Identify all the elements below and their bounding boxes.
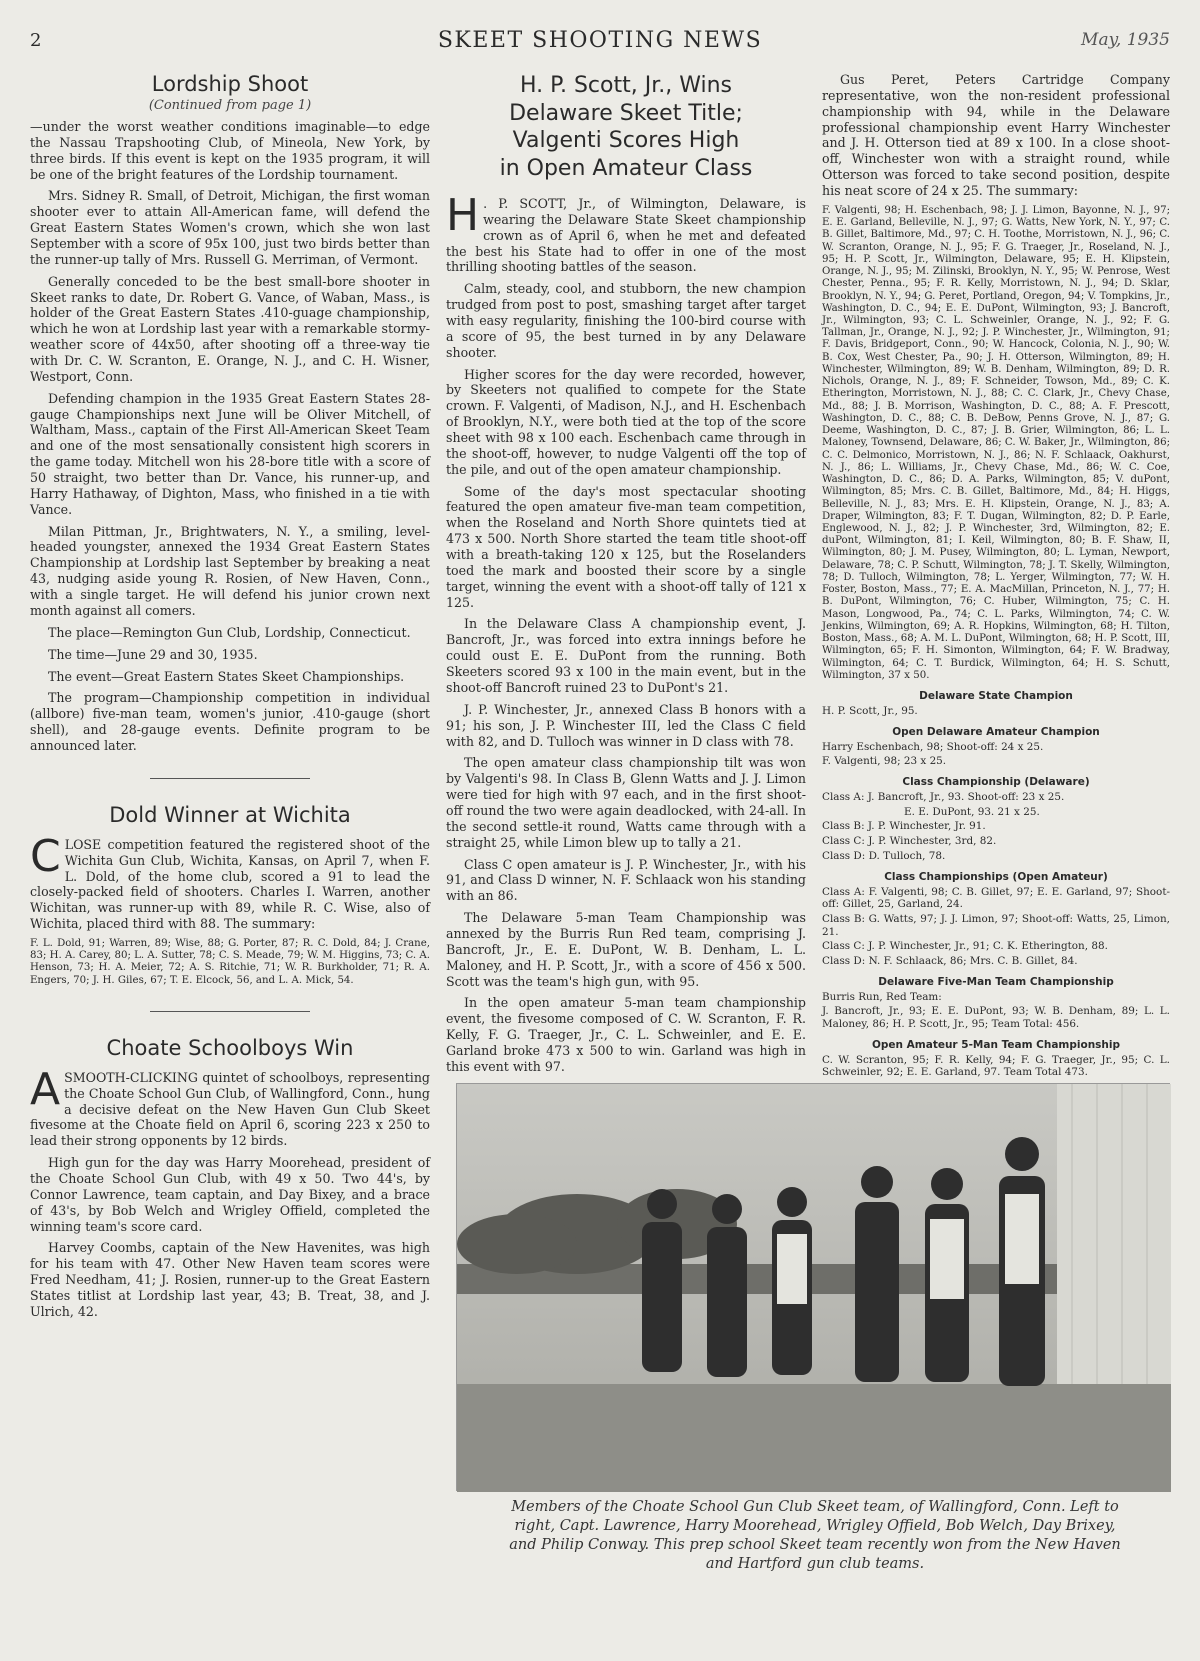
lead-text: LOSE competition featured the registered shoot of the Wichita Gun Club, Wichita, Kansas, on April 7, when F. L. Dold, of the home club, scored a 91 to lead the closely-packed field of shooters. Charles I. Warren, another Wichitan, was runner-up with 89, while R. C. Wise, also of Wichita, placed third with 88. The summary: <box>30 836 430 932</box>
paragraph: Defending champion in the 1935 Great Eastern States 28-gauge Championships next June will be Oliver Mitchell, of Waltham, Mass., captain of the First All-American Skeet Team and one of the most sensationally consistent high scorers in the game today. Mitchell won his 28-bore title with a score of 50 straight, two better than Dr. Vance, his runner-up, and Harry Hathaway, of Dighton, Mass, who finished in a tie with Vance. <box>30 390 430 517</box>
divider <box>150 1011 310 1012</box>
paragraph: Class C open amateur is J. P. Winchester, Jr., with his 91, and Class D winner, N. F. Schlaack won his standing with an 86. <box>446 856 806 904</box>
paragraph: High gun for the day was Harry Moorehead, president of the Choate School Gun Club, with 49 x 50. Two 44's, by Connor Lawrence, team captain, and Day Bixey, and a brace of 43's, by Bob Welch and Wrigley Offield, completed the winning team's score card. <box>30 1155 430 1234</box>
paragraph: Gus Peret, Peters Cartridge Company representative, won the non-resident professional championship with 94, while in the Delaware professional championship event Harry Winchester and J. H. Otterson tied at 89 x 100. In a close shoot-off, Winchester won with a straight round, while Otterson was forced to take second position, despite his neat score of 24 x 25. The summary: <box>822 72 1170 199</box>
paragraph: The open amateur class championship tilt was won by Valgenti's 98. In Class B, Glenn Watts and J. J. Limon were tied for high with 97 each, and in the first shoot-off round the two were again deadlocked, with 24-all. In the second settle-it round, Watts came through with a straight 25, while Limon blew up to tally a 21. <box>446 755 806 850</box>
result-title: Open Delaware Amateur Champion <box>892 725 1100 738</box>
paragraph: In the open amateur 5-man team championship event, the fivesome composed of C. W. Scranton, F. R. Kelly, F. G. Traeger, Jr., C. L. Schweinler, and E. E. Garland broke 473 x 500 to win. Garland was high in this event with 97. <box>446 995 806 1074</box>
result-line: Burris Run, Red Team: <box>822 990 942 1003</box>
caption-line: right, Capt. Lawrence, Harry Moorehead, Wrigley Offield, Bob Welch, Day Brixey, <box>514 1517 1116 1534</box>
headline-line: in Open Amateur Class <box>499 155 753 181</box>
result-line: E. E. DuPont, 93. 21 x 25. <box>904 805 1040 818</box>
paragraph: The program—Championship competition in individual (allbore) five-man team, women's junior, .410-gauge (short shell), and 28-gauge events. Definite program to be announced later. <box>30 690 430 753</box>
summary: F. L. Dold, 91; Warren, 89; Wise, 88; G. Porter, 87; R. C. Dold, 84; J. Crane, 83; H. A. Carey, 80; L. A. Sutter, 78; C. S. Meade, 79; W. M. Higgins, 73; C. A. Henson, 73; H. A. Meier, 72; A. S. Ritchie, 71; W. R. Burkholder, 71; R. A. Engers, 70; J. H. Giles, 67; T. E. Elcock, 56, and L. A. Mick, 54. <box>30 937 430 986</box>
masthead: SKEET SHOOTING NEWS <box>437 28 763 53</box>
paragraph: Higher scores for the day were recorded, however, by Skeeters not qualified to compete for the State crown. F. Valgenti, of Madison, N.J., and H. Eschenbach of Brooklyn, N.Y., were both tied at the top of the score sheet with 98 x 100 each. Eschenbach came through in the shoot-off, however, to nudge Valgenti off the top of the pile, and out of the open amateur championship. <box>446 366 806 477</box>
result-title: Class Championships (Open Amateur) <box>884 870 1108 883</box>
paragraph: Calm, steady, cool, and stubborn, the new champion trudged from post to post, smashing target after target with easy regularity, finishing the 100-bird course with a score of 95, the best turned in by any Delaware shooter. <box>446 281 806 360</box>
result-title: Delaware Five-Man Team Championship <box>878 975 1114 988</box>
team-photo-illustration <box>457 1084 1171 1492</box>
lead-text: SMOOTH-CLICKING quintet of schoolboys, representing the Choate School Gun Club, of Wallingford, Conn., hung a decisive defeat on the New Haven Gun Club Skeet fivesome at the Choate field on April 6, scoring 223 x 250 to lead their strong opponents by 12 birds. <box>30 1069 430 1149</box>
dold-article <box>30 803 430 987</box>
scott-headline <box>446 72 806 182</box>
result-line: Class C: J. P. Winchester, Jr., 91; C. K. Etherington, 88. <box>822 940 1108 953</box>
caption-line: and Hartford gun club teams. <box>705 1555 925 1572</box>
headline-line: H. P. Scott, Jr., Wins <box>519 73 732 98</box>
result-line: Class C: J. P. Winchester, 3rd, 82. <box>822 835 997 848</box>
result-title: Delaware State Champion <box>919 690 1073 703</box>
result-line: Class B: G. Watts, 97; J. J. Limon, 97; Shoot-off: Watts, 25, Limon, 21. <box>822 912 1170 938</box>
caption-line: Members of the Choate School Gun Club Skeet team, of Wallingford, Conn. Left to <box>511 1499 1119 1515</box>
lordship-headline: Lordship Shoot <box>151 72 309 96</box>
drop-cap: C <box>30 830 61 882</box>
paragraph: In the Delaware Class A championship event, J. Bancroft, Jr., was forced into extra innings before he could oust E. E. DuPont from the running. Both Skeeters scored 93 x 100 in the main event, but in the shoot-off Bancroft ruined 23 to DuPont's 21. <box>446 616 806 695</box>
result-line: Class A: J. Bancroft, Jr., 93. Shoot-off: 23 x 25. <box>822 791 1065 804</box>
paragraph <box>30 830 430 932</box>
page-header <box>30 26 1170 62</box>
drop-cap: H <box>446 190 480 241</box>
paragraph: The place—Remington Gun Club, Lordship, Connecticut. <box>48 624 411 640</box>
paragraph: The event—Great Eastern States Skeet Championships. <box>48 668 405 684</box>
result-line: Class D: N. F. Schlaack, 86; Mrs. C. B. Gillet, 84. <box>822 954 1078 967</box>
caption-line: and Philip Conway. This prep school Skeet team recently won from the New Haven <box>509 1536 1121 1553</box>
issue-date: May, 1935 <box>1081 30 1170 50</box>
result-line: Class A: F. Valgenti, 98; C. B. Gillet, 97; E. E. Garland, 97; Shoot-off: Gillet, 25, Garland, 24. <box>822 885 1170 911</box>
page-number: 2 <box>30 30 42 51</box>
paragraph: Harvey Coombs, captain of the New Havenites, was high for his team with 47. Other New Haven team scores were Fred Needham, 41; J. Rosien, runner-up to the Great Eastern States titlist at Lordship last year, 43; B. Treat, 38, and J. Ulrich, 42. <box>30 1240 430 1319</box>
lead-text: . P. SCOTT, Jr., of Wilmington, Delaware, is wearing the Delaware State Skeet championship crown as of April 6, when he met and defeated the best his State had to offer in one of the most thrilling shooting battles of the season. <box>446 196 806 275</box>
middle-column <box>446 72 806 1072</box>
result-line: C. W. Scranton, 95; F. R. Kelly, 94; F. G. Traeger, Jr., 95; C. L. Schweinler, 92; E. E. Garland, 97. Team Total 473. <box>822 1053 1170 1079</box>
paragraph: The Delaware 5-man Team Championship was annexed by the Burris Run Red team, comprising J. Bancroft, Jr., E. E. DuPont, W. B. Denham, L. L. Maloney, and H. P. Scott, Jr., with a score of 456 x 500. Scott was the team's high gun, with 95. <box>446 910 806 989</box>
summary: F. Valgenti, 98; H. Eschenbach, 98; J. J. Limon, Bayonne, N. J., 97; E. E. Garland, Belleville, N. J., 97; G. Watts, New York, N. Y., 97; C. B. Gillet, Baltimore, Md., 97; C. H. Toothe, Morristown, N. J., 96; C. W. Scranton, Orange, N. J., 95; F. G. Traeger, Jr., Roseland, N. J., 95; H. P. Scott, Jr., Wilmington, Delaware, 95; E. H. Klipstein, Orange, N. J., 95; M. Zilinski, Brooklyn, N. Y., 95; W. Penrose, West Chester, Penna., 95; F. R. Kelly, Morristown, N. J., 94; D. Sklar, Brooklyn, N. Y., 94; G. Peret, Portland, Oregon, 94; V. Tompkins, Jr., Washington, D. C., 94; E. E. DuPont, Wilmington, 93; J. Bancroft, Jr., Wilmington, 93; C. L. Schweinler, Orange, N. J., 92; F. G. Tallman, Jr., Orange, N. J., 92; J. P. Winchester, Jr., Wilmington, 91; F. Davis, Bridgeport, Conn., 90; W. Hancock, Colonia, N. J., 90; W. B. Cox, West Chester, Pa., 90; J. H. Otterson, Wilmington, 89; H. Winchester, Wilmington, 89; W. B. Denham, Wilmington, 89; D. R. Nichols, Orange, N. J., 89; F. Schneider, Towson, Md., 89; C. K. Etherington, Morristown, N. J., 88; C. C. Clark, Jr., Chevy Chase, Md., 88; J. B. Morrison, Washington, D. C., 88; A. F. Prescott, Washington, D. C., 88; C. B. DeBow, Penns Grove, N. J., 87; G. Deeme, Washington, D. C., 87; J. B. Grier, Wilmington, 86; L. L. Maloney, Townsend, Delaware, 86; C. W. Baker, Jr., Wilmington, 86; C. C. Delmonico, Morristown, N. J., 86; N. F. Schlaack, Oakhurst, N. J., 86; L. Williams, Jr., Chevy Chase, Md., 86; W. C. Coe, Washington, D. C., 86; D. A. Parks, Wilmington, 85; V. duPont, Wilmington, 85; Mrs. C. B. Gillet, Baltimore, Md., 84; H. Higgs, Belleville, N. J., 83; Mrs. E. H. Klipstein, Orange, N. J., 83; A. Draper, Wilmington, 83; F. T. Dugan, Wilmington, 82; D. P. Earle, Englewood, N. J., 82; J. P. Winchester, 3rd, Wilmington, 82; E. duPont, Wilmington, 81; I. Keil, Wilmington, 80; B. F. Shaw, II, Wilmington, 80; J. M. Pusey, Wilmington, 80; L. Lyman, Newport, Delaware, 78; C. P. Schutt, Wilmington, 78; J. T. Skelly, Wilmington, 78; D. Tulloch, Wilmington, 78; L. Yerger, Wilmington, 77; W. H. Foster, Boston, Mass., 77; E. A. MacMillan, Princeton, N. J., 77; H. B. DuPont, Wilmington, 76; C. Huber, Wilmington, 75; C. H. Mason, Longwood, Pa., 74; C. L. Parks, Wilmington, 74; C. W. Jenkins, Wilmington, 69; A. R. Hopkins, Wilmington, 68; H. Tilton, Boston, Mass., 68; A. M. L. DuPont, Wilmington, 68; H. P. Scott, III, Wilmington, 65; F. H. Simonton, Wilmington, 64; F. W. Bradway, Wilmington, 64; C. T. Burdick, Wilmington, 64; H. S. Schutt, Wilmington, 37 x 50. <box>822 204 1171 681</box>
paragraph <box>446 190 806 275</box>
result-line: Class D: D. Tulloch, 78. <box>822 849 946 862</box>
paragraph <box>30 1063 430 1149</box>
paragraph: —under the worst weather conditions imaginable—to edge the Nassau Trapshooting Club, of Mineola, New York, by three birds. If this event is kept on the 1935 program, it will be one of the bright features of the Lordship tournament. <box>30 119 430 182</box>
dold-headline: Dold Winner at Wichita <box>109 802 351 827</box>
result-line: F. Valgenti, 98; 23 x 25. <box>822 755 947 768</box>
team-photo <box>456 1083 1170 1491</box>
choate-article <box>30 1036 430 1320</box>
paragraph: Generally conceded to be the best small-bore shooter in Skeet ranks to date, Dr. Robert G. Vance, of Waban, Mass., is holder of the Great Eastern States .410-guage championship, which he won at Lordship last year with a remarkable stormy-weather score of 44x50, after shooting off a three-way tie with Dr. C. W. Scranton, E. Orange, N. J., and C. H. Wisner, Westport, Conn. <box>30 273 430 384</box>
paragraph: Some of the day's most spectacular shooting featured the open amateur five-man team competition, when the Roseland and North Shore quintets tied at 473 x 500. North Shore started the team title shoot-off with a breath-taking 120 x 125, but the Roselanders toed the mark and boosted their score by a single target, winning the event with a shoot-off tally of 121 x 125. <box>446 483 806 610</box>
result-line: J. Bancroft, Jr., 93; E. E. DuPont, 93; W. B. Denham, 89; L. L. Maloney, 86; H. P. Scott, Jr., 95; Team Total: 456. <box>822 1005 1170 1031</box>
choate-headline: Choate Schoolboys Win <box>106 1035 354 1060</box>
result-line: Harry Eschenbach, 98; Shoot-off: 24 x 25. <box>822 740 1044 753</box>
right-column <box>822 72 1171 1079</box>
result-title: Class Championship (Delaware) <box>902 776 1090 789</box>
result-title: Open Amateur 5-Man Team Championship <box>871 1038 1121 1051</box>
lordship-article <box>30 72 430 754</box>
result-line: H. P. Scott, Jr., 95. <box>822 705 918 718</box>
drop-cap: A <box>30 1063 61 1115</box>
paragraph: J. P. Winchester, Jr., annexed Class B honors with a 91; his son, J. P. Winchester III, led the Class C field with 82, and D. Tulloch was winner in D class with 78. <box>446 701 806 749</box>
paragraph: Mrs. Sidney R. Small, of Detroit, Michigan, the first woman shooter ever to attain All-American fame, will defend the Great Eastern States Women's crown, which she won last September with a score of 95x 100, just two birds better than the runner-up tally of Mrs. Russell G. Merriman, of Vermont. <box>30 188 430 267</box>
result-line: Class B: J. P. Winchester, Jr. 91. <box>822 820 986 833</box>
continued-note: (Continued from page 1) <box>148 98 312 113</box>
paragraph: Milan Pittman, Jr., Brightwaters, N. Y., a smiling, level-headed youngster, annexed the 1934 Great Eastern States Championship at Lordship last September by breaking a neat 43, nudging aside young R. Rosien, of New Haven, Conn., with a single target. He will defend his junior crown next month against all comers. <box>30 523 430 618</box>
headline-line: Delaware Skeet Title; <box>509 100 743 126</box>
headline-line: Valgenti Scores High <box>512 128 740 153</box>
paragraph: The time—June 29 and 30, 1935. <box>48 646 258 662</box>
divider <box>150 778 310 779</box>
photo-caption <box>470 1498 1160 1573</box>
scott-article <box>446 72 806 1075</box>
left-column <box>30 72 430 1632</box>
